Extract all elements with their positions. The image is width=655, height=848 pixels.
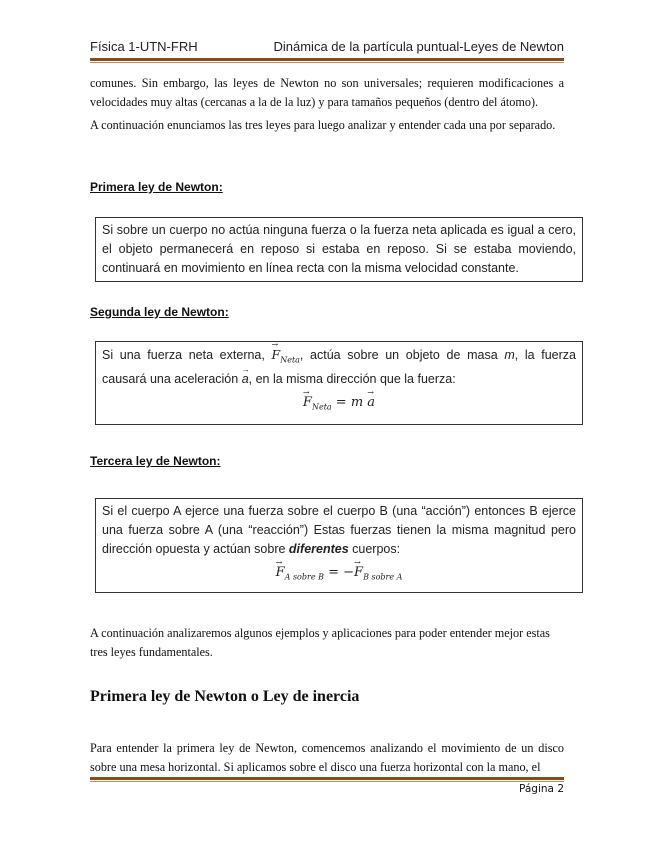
accel-symbol: → a bbox=[242, 370, 249, 389]
closing-paragraph: A continuación analizaremos algunos ejemplos y aplicaciones para poder entender mejor estas tres leyes fundamentales. bbox=[90, 626, 550, 659]
equation-second-law bbox=[102, 393, 576, 417]
equation-third-law bbox=[102, 563, 576, 587]
eq: = m bbox=[331, 394, 368, 410]
F: → F bbox=[354, 563, 363, 582]
law2-title: Segunda ley de Newton: bbox=[90, 305, 229, 319]
force-symbol bbox=[272, 345, 300, 370]
law1-box: Si sobre un cuerpo no actúa ninguna fuerza o la fuerza neta aplicada es igual a cero, el objeto permanecerá en reposo si estaba en reposo. Si se estaba moviendo, continuará en movimiento en línea recta con la misma velocidad constante. bbox=[95, 217, 583, 282]
F: → F bbox=[303, 393, 312, 412]
law3-title: Tercera ley de Newton: bbox=[90, 454, 221, 468]
paragraph: A continuación enunciamos las tres leyes para luego analizar y entender cada una por separado. bbox=[90, 118, 556, 132]
law1-title: Primera ley de Newton: bbox=[90, 180, 223, 194]
law3-box bbox=[95, 498, 583, 593]
section-paragraph: Para entender la primera ley de Newton, comencemos analizando el movimiento de un disco sobre una mesa horizontal. Si aplicamos sobre el disco una fuerza horizontal con la mano, el bbox=[90, 741, 564, 774]
header-course: Física 1-UTN-FRH bbox=[90, 39, 198, 54]
paragraph: comunes. Sin embargo, las leyes de Newton no son universales; requieren modificaciones a velocidades muy altas (cercanas a la de la luz) y para tamaños pequeños (dentro del átomo). bbox=[90, 76, 564, 109]
law2-box bbox=[95, 341, 583, 425]
page-number: Página 2 bbox=[519, 783, 564, 795]
text: , en la misma dirección que la fuerza: bbox=[248, 371, 456, 386]
F: → F bbox=[276, 563, 285, 582]
sub: Neta bbox=[311, 402, 332, 412]
header-rule bbox=[90, 58, 564, 61]
text: , la fuerza causará una aceleración bbox=[102, 348, 577, 386]
emphasis: diferentes bbox=[288, 542, 349, 556]
sub: A sobre B bbox=[284, 572, 324, 582]
text: Si una fuerza neta externa, bbox=[102, 348, 272, 362]
section-title: Primera ley de Newton o Ley de inercia bbox=[90, 688, 360, 705]
mass-symbol: m bbox=[504, 348, 515, 362]
header-topic: Dinámica de la partícula puntual-Leyes de Newton bbox=[273, 39, 564, 54]
text: Si el cuerpo A ejerce una fuerza sobre el cuerpo B (una “acción”) entonces B ejerce una fuerza sobre A (una “reacción”) Estas fuerzas tienen la misma magnitud pero dirección opuesta y actúan sobre bbox=[102, 504, 576, 556]
text: cuerpos: bbox=[348, 542, 401, 556]
sub: B sobre A bbox=[363, 572, 403, 582]
a: → a bbox=[367, 393, 375, 412]
sub: Neta bbox=[280, 355, 300, 365]
text: , actúa sobre un objeto de masa bbox=[299, 348, 505, 362]
F: F bbox=[271, 347, 281, 362]
footer-rule bbox=[90, 777, 564, 780]
eq: = − bbox=[323, 565, 355, 580]
